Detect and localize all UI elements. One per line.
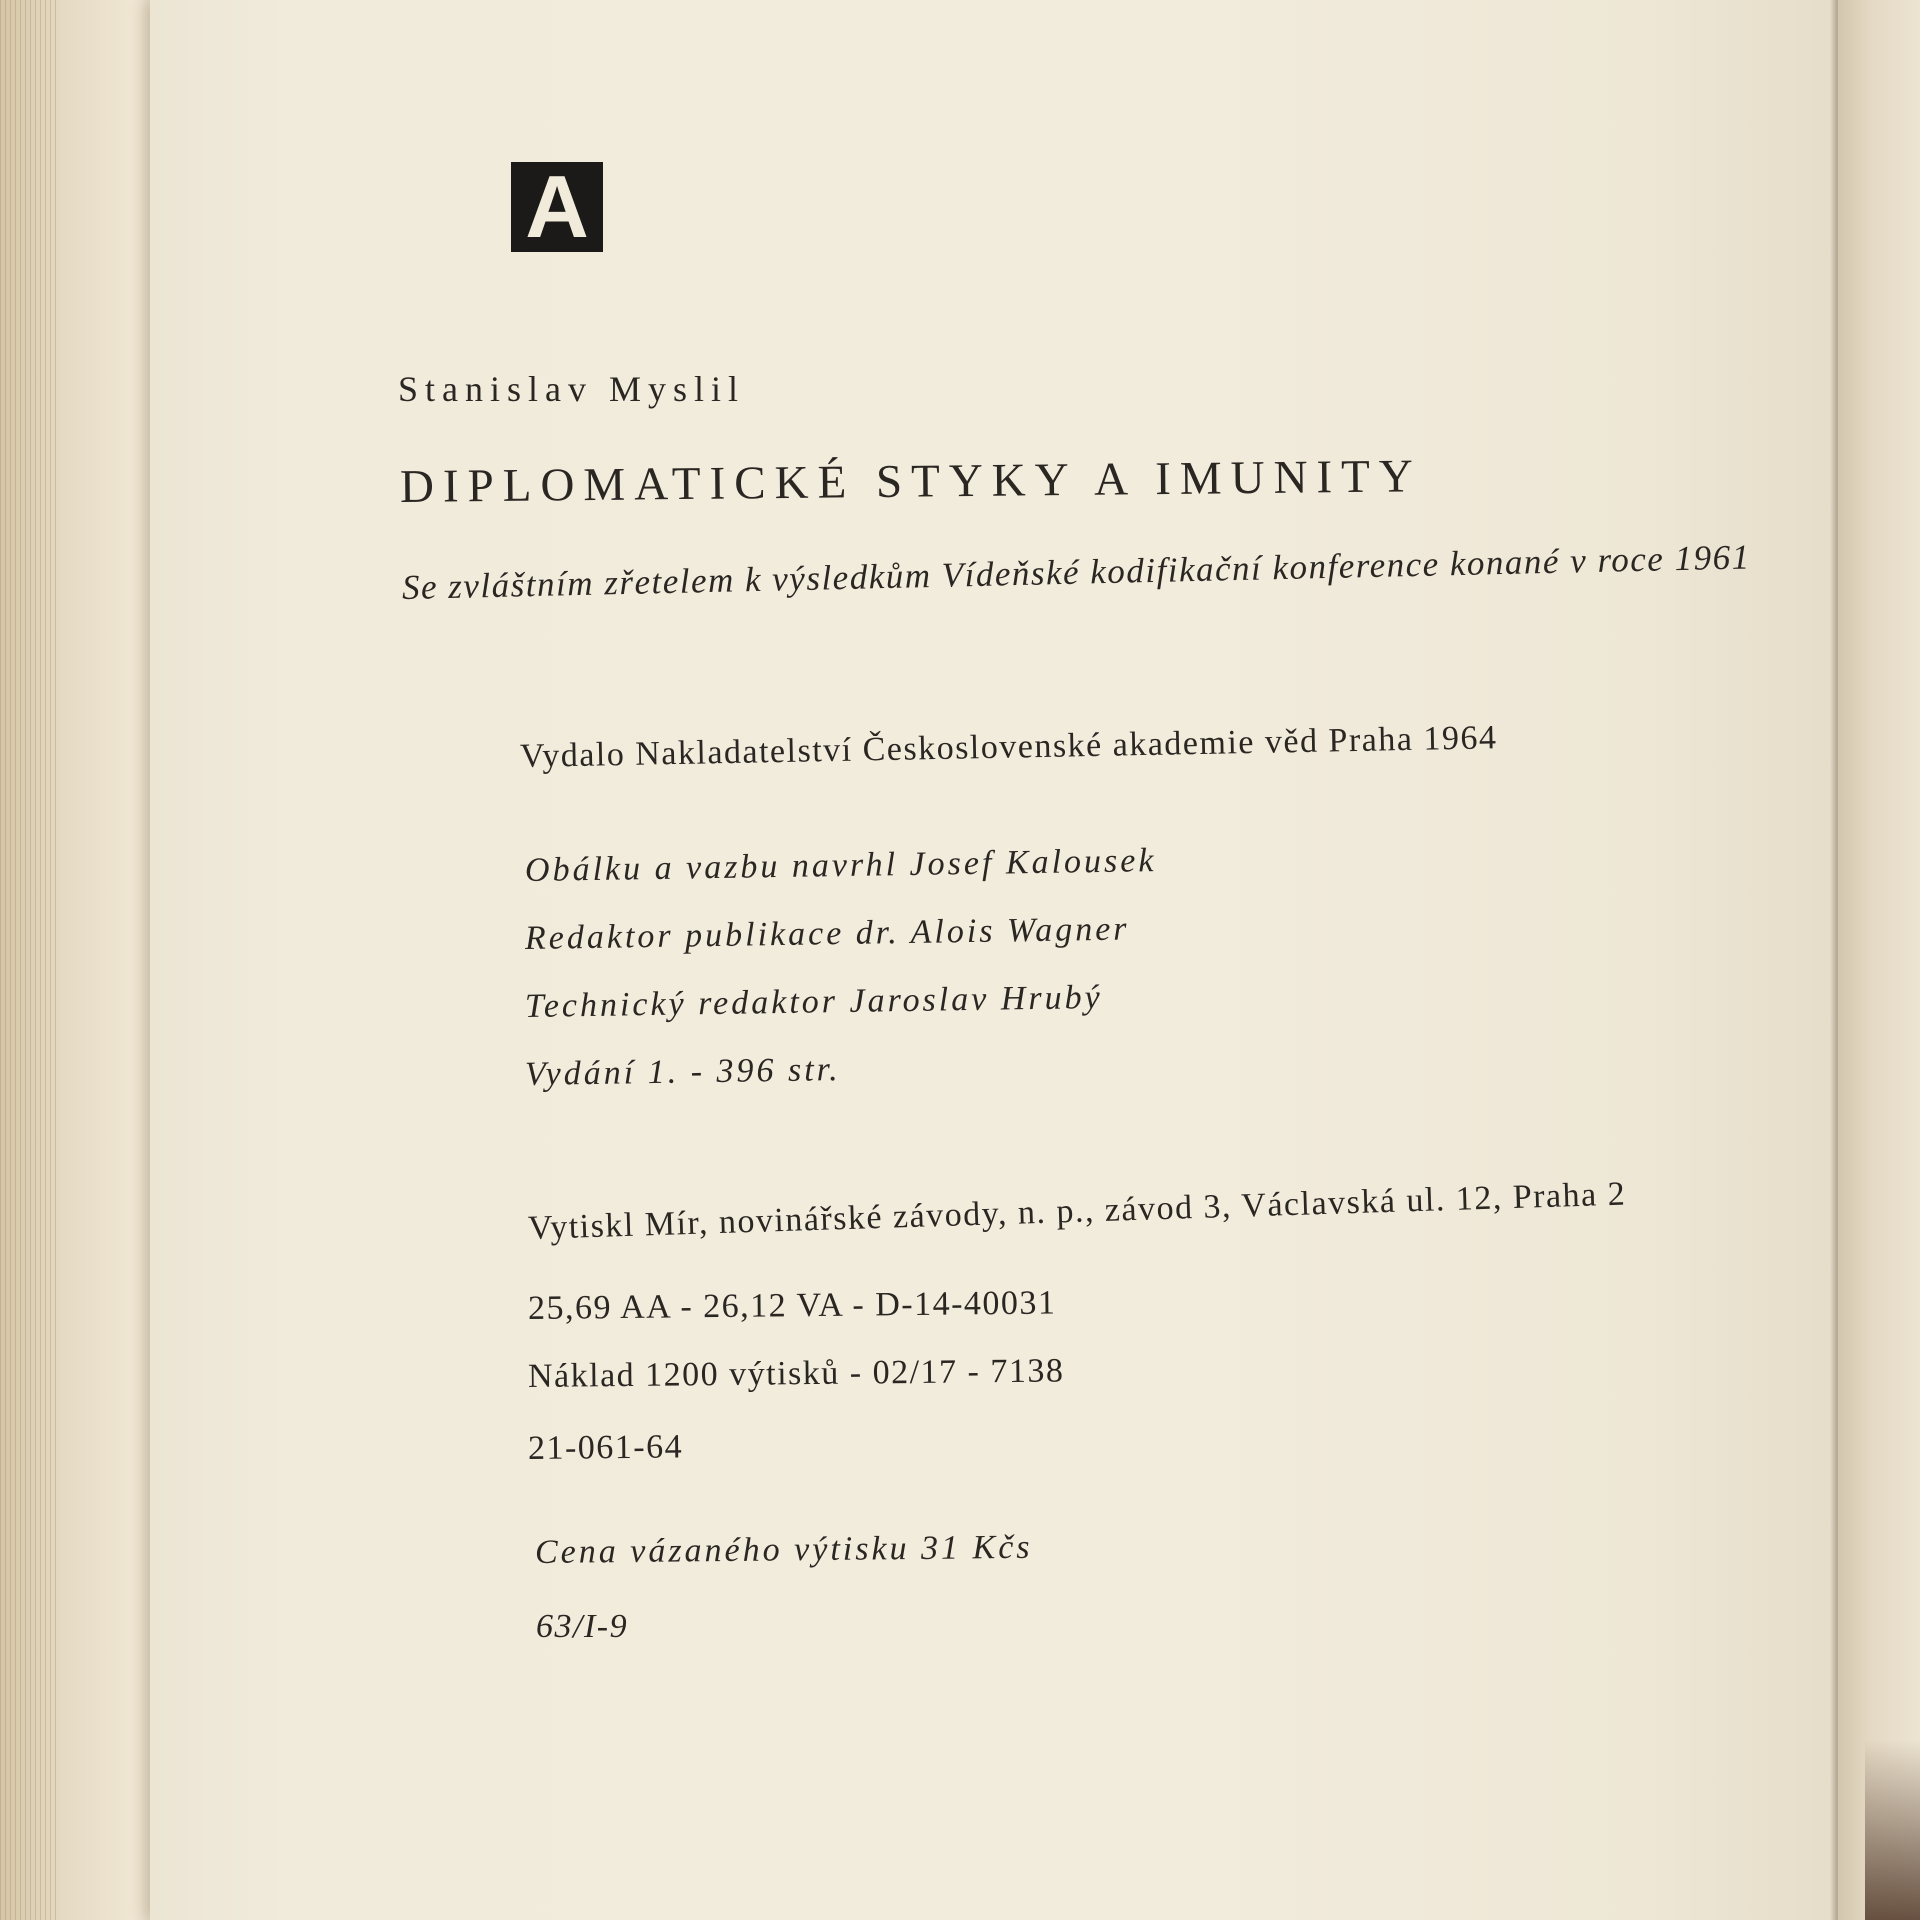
publisher-logo: A (511, 162, 603, 252)
credit-line: Technický redaktor Jaroslav Hrubý (524, 978, 1103, 1025)
author-name: Stanislav Myslil (398, 369, 746, 409)
credit-line: Redaktor publikace dr. Alois Wagner (524, 910, 1130, 957)
print-detail: 25,69 AA - 26,12 VA - D-14-40031 (527, 1284, 1057, 1327)
print-detail: Náklad 1200 výtisků - 02/17 - 7138 (527, 1352, 1065, 1395)
cover-corner (1865, 1740, 1920, 1920)
price-line: Cena vázaného výtisku 31 Kčs (534, 1528, 1033, 1571)
right-page-edge (1838, 0, 1920, 1920)
edition-line: Vydání 1. - 396 str. (524, 1051, 841, 1093)
imprint-page (150, 0, 1850, 1920)
printer-line: Vytiskl Mír, novinářské závody, n. p., závod 3, Václavská ul. 12, Praha 2 (527, 1175, 1627, 1247)
publisher-line: Vydalo Nakladatelství Československé akademie věd Praha 1964 (519, 719, 1498, 775)
page-edges (0, 0, 60, 1920)
catalog-code: 63/I-9 (536, 1608, 629, 1645)
book-subtitle: Se zvláštním zřetelem k výsledkům Vídeňské kodifikační konference konané v roce 1961 (401, 537, 1752, 607)
print-detail: 21-061-64 (527, 1428, 684, 1467)
credit-line: Obálku a vazbu navrhl Josef Kalousek (524, 842, 1157, 889)
book-title: DIPLOMATICKÉ STYKY A IMUNITY (399, 450, 1423, 513)
